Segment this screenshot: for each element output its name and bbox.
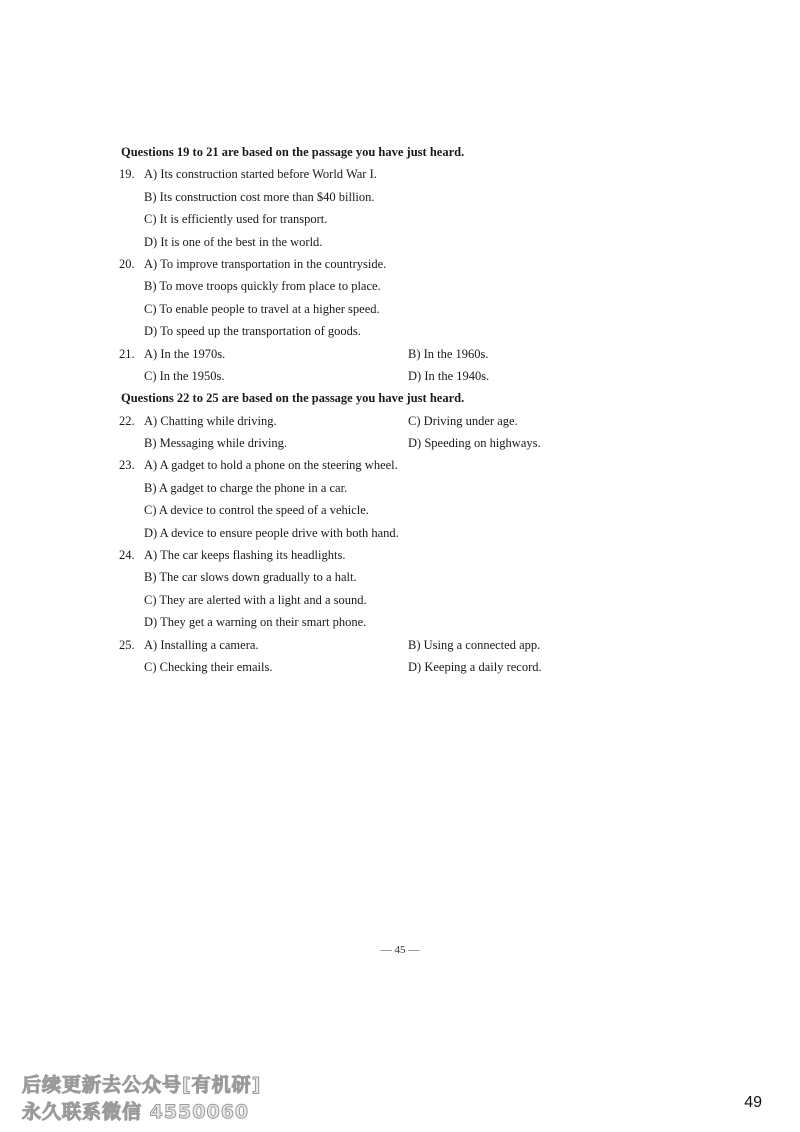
answer-option: C) In the 1950s. bbox=[144, 368, 225, 383]
answer-option: B) To move troops quickly from place to place. bbox=[144, 279, 381, 294]
answer-option: B) The car slows down gradually to a halt. bbox=[144, 570, 357, 585]
answer-option: A) Chatting while driving. bbox=[144, 413, 277, 428]
watermark-line-2: 永久联系微信 4550060 bbox=[22, 1101, 250, 1123]
answer-option: B) In the 1960s. bbox=[408, 346, 489, 361]
question-number: 23. bbox=[119, 458, 135, 473]
answer-option: A) In the 1970s. bbox=[144, 346, 226, 361]
question-20-row bbox=[121, 298, 681, 320]
answer-option: D) To speed up the transportation of goods. bbox=[144, 324, 361, 339]
answer-option: D) Speeding on highways. bbox=[408, 436, 541, 451]
section-heading: Questions 22 to 25 are based on the passage you have just heard. bbox=[121, 391, 465, 406]
question-23-row bbox=[121, 477, 681, 499]
answer-option: A) A gadget to hold a phone on the steering wheel. bbox=[144, 458, 398, 473]
question-number: 19. bbox=[119, 167, 135, 182]
answer-option: A) The car keeps flashing its headlights. bbox=[144, 548, 346, 563]
answer-option: A) To improve transportation in the countryside. bbox=[144, 256, 387, 271]
answer-option: C) Checking their emails. bbox=[144, 659, 273, 674]
answer-option: D) Keeping a daily record. bbox=[408, 659, 542, 674]
question-20-row bbox=[121, 320, 681, 342]
watermark-line-1: 后续更新去公众号[有机研] bbox=[22, 1074, 262, 1096]
question-24-row bbox=[121, 544, 681, 566]
question-19-row bbox=[121, 231, 681, 253]
answer-option: C) Driving under age. bbox=[408, 413, 518, 428]
answer-option: C) To enable people to travel at a higher speed. bbox=[144, 301, 380, 316]
question-number: 20. bbox=[119, 256, 135, 271]
page-number: — 45 — bbox=[380, 944, 420, 956]
question-number: 22. bbox=[119, 413, 135, 428]
section-heading: Questions 19 to 21 are based on the passage you have just heard. bbox=[121, 145, 465, 159]
question-23-row bbox=[121, 499, 681, 521]
question-24-row bbox=[121, 611, 681, 633]
answer-option: D) They get a warning on their smart phone. bbox=[144, 615, 367, 630]
question-22-row bbox=[121, 410, 681, 432]
answer-option: B) Messaging while driving. bbox=[144, 436, 288, 451]
scan-page-number: 49 bbox=[744, 1094, 762, 1111]
answer-option: B) A gadget to charge the phone in a car. bbox=[144, 480, 348, 495]
question-24-row bbox=[121, 566, 681, 588]
question-25-row bbox=[121, 634, 681, 656]
question-20-row bbox=[121, 275, 681, 297]
question-21-row bbox=[121, 365, 681, 387]
answer-option: A) Its construction started before World War I. bbox=[144, 167, 377, 182]
question-25-row bbox=[121, 656, 681, 678]
question-23-row bbox=[121, 454, 681, 476]
question-number: 24. bbox=[119, 548, 135, 563]
answer-option: A) Installing a camera. bbox=[144, 637, 259, 652]
answer-option: D) A device to ensure people drive with both hand. bbox=[144, 525, 399, 540]
answer-option: D) In the 1940s. bbox=[408, 368, 490, 383]
answer-option: C) They are alerted with a light and a sound. bbox=[144, 592, 367, 607]
question-22-row bbox=[121, 432, 681, 454]
question-number: 21. bbox=[119, 346, 135, 361]
question-number: 25. bbox=[119, 637, 135, 652]
question-20-row bbox=[121, 253, 681, 275]
answer-option: D) It is one of the best in the world. bbox=[144, 234, 323, 249]
answer-option: C) It is efficiently used for transport. bbox=[144, 212, 328, 227]
question-19-row bbox=[121, 163, 681, 185]
question-21-row bbox=[121, 343, 681, 365]
answer-option: B) Using a connected app. bbox=[408, 637, 541, 652]
answer-option: C) A device to control the speed of a vehicle. bbox=[144, 503, 369, 518]
question-19-row bbox=[121, 208, 681, 230]
listening-questions bbox=[121, 141, 681, 678]
watermark bbox=[22, 1072, 261, 1126]
question-23-row bbox=[121, 522, 681, 544]
question-24-row bbox=[121, 589, 681, 611]
answer-option: B) Its construction cost more than $40 billion. bbox=[144, 189, 375, 204]
question-19-row bbox=[121, 186, 681, 208]
